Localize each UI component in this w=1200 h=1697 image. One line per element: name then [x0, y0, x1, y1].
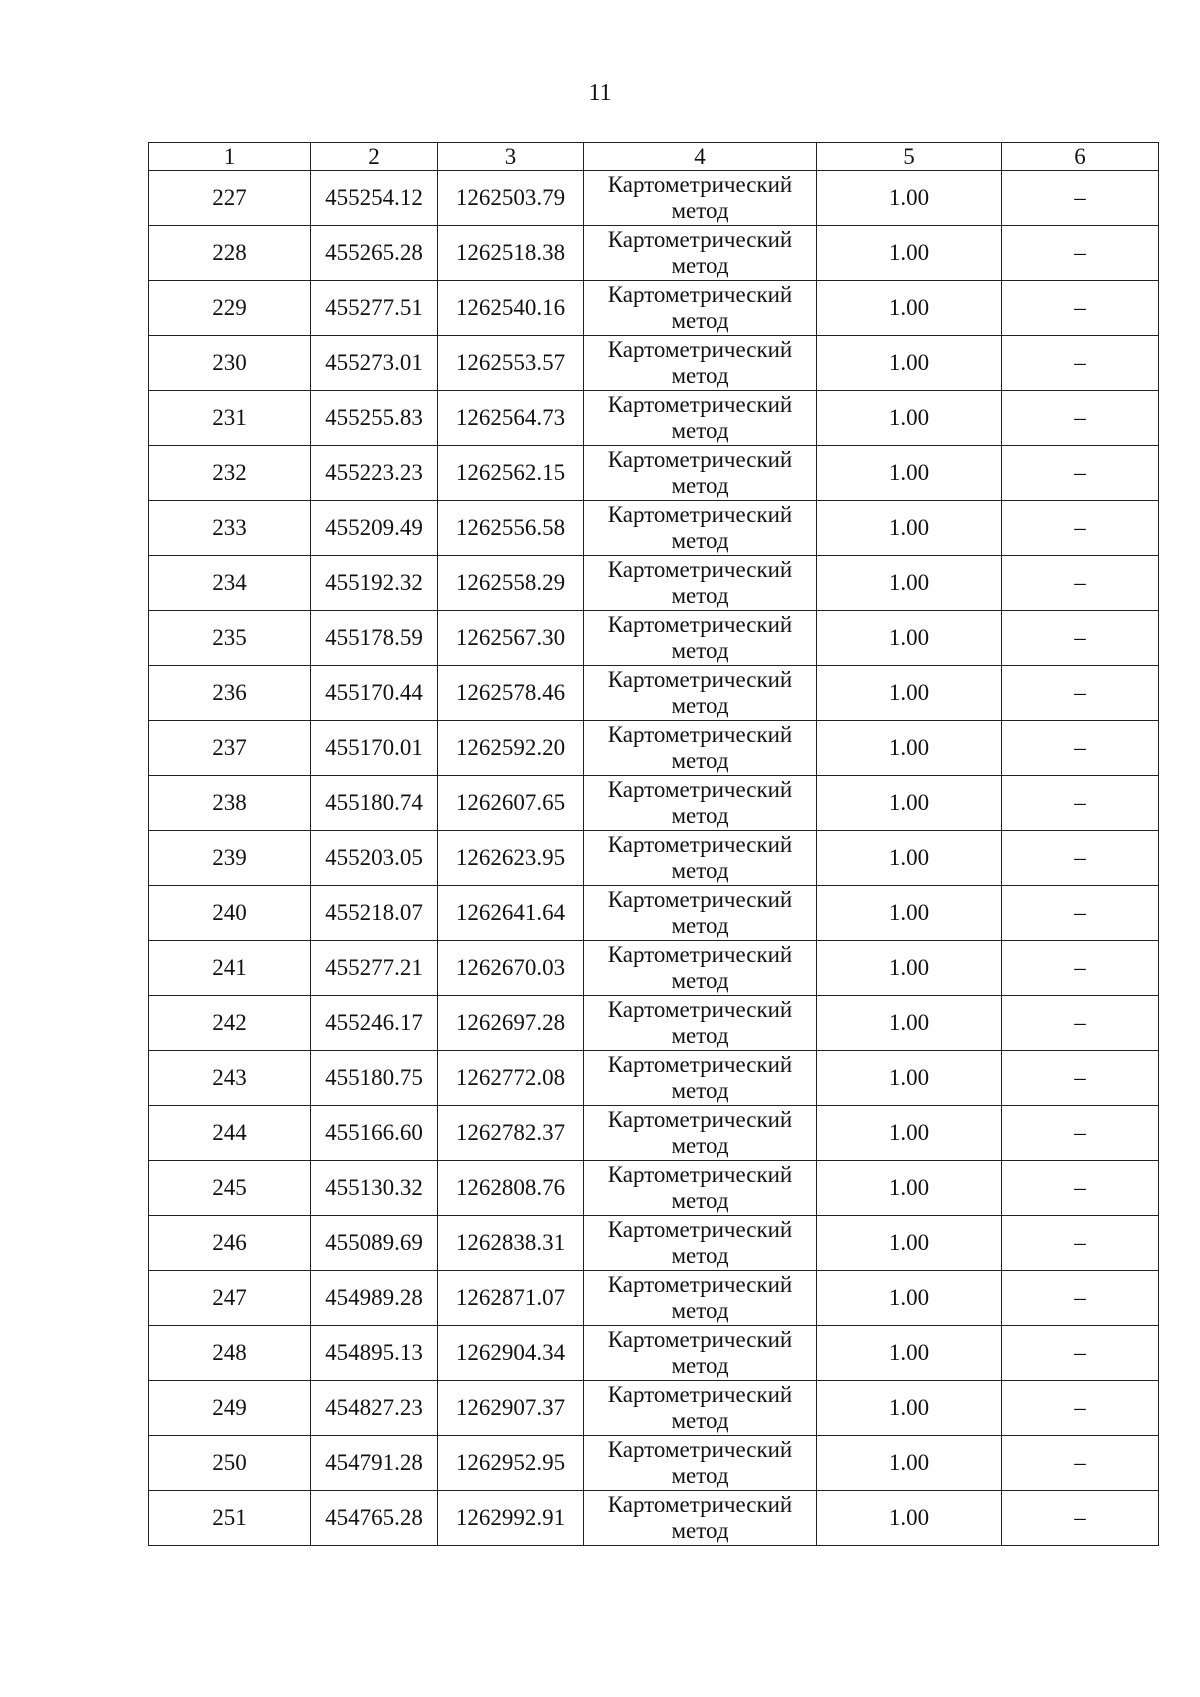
accuracy-cell: 1.00: [817, 1436, 1002, 1491]
method-text-line-2: метод: [671, 1408, 729, 1433]
y-coordinate-cell: 1262562.15: [438, 446, 584, 501]
y-coordinate-cell: 1262697.28: [438, 996, 584, 1051]
x-coordinate-cell: 455180.75: [311, 1051, 438, 1106]
point-number-cell: 241: [149, 941, 311, 996]
accuracy-cell: 1.00: [817, 1161, 1002, 1216]
table-row: [149, 1271, 1159, 1326]
method-text-line-1: Картометрический: [607, 1437, 793, 1462]
method-cell: [584, 776, 817, 831]
accuracy-cell: 1.00: [817, 226, 1002, 281]
method-cell: [584, 1216, 817, 1271]
x-coordinate-cell: 455209.49: [311, 501, 438, 556]
y-coordinate-cell: 1262607.65: [438, 776, 584, 831]
point-number-cell: 243: [149, 1051, 311, 1106]
method-text-line-1: Картометрический: [607, 502, 793, 527]
method-text-line-2: метод: [671, 638, 729, 663]
accuracy-cell: 1.00: [817, 776, 1002, 831]
accuracy-cell: 1.00: [817, 1326, 1002, 1381]
point-number-cell: 231: [149, 391, 311, 446]
table-row: [149, 886, 1159, 941]
column-header-4: 4: [584, 143, 817, 171]
note-cell: –: [1002, 1051, 1159, 1106]
accuracy-cell: 1.00: [817, 1051, 1002, 1106]
accuracy-cell: 1.00: [817, 666, 1002, 721]
method-text-line-2: метод: [671, 1023, 729, 1048]
x-coordinate-cell: 455089.69: [311, 1216, 438, 1271]
table-row: [149, 1161, 1159, 1216]
method-text-line-1: Картометрический: [607, 337, 793, 362]
method-text-line-2: метод: [671, 968, 729, 993]
y-coordinate-cell: 1262567.30: [438, 611, 584, 666]
point-number-cell: 240: [149, 886, 311, 941]
point-number-cell: 233: [149, 501, 311, 556]
method-text-line-1: Картометрический: [607, 777, 793, 802]
x-coordinate-cell: 455255.83: [311, 391, 438, 446]
note-cell: –: [1002, 831, 1159, 886]
note-cell: –: [1002, 556, 1159, 611]
method-text-line-1: Картометрический: [607, 392, 793, 417]
method-text-line-2: метод: [671, 858, 729, 883]
point-number-cell: 236: [149, 666, 311, 721]
method-text-line-1: Картометрический: [607, 1382, 793, 1407]
point-number-cell: 232: [149, 446, 311, 501]
accuracy-cell: 1.00: [817, 446, 1002, 501]
y-coordinate-cell: 1262907.37: [438, 1381, 584, 1436]
table-row: [149, 666, 1159, 721]
note-cell: –: [1002, 1436, 1159, 1491]
table-row: [149, 776, 1159, 831]
point-number-cell: 230: [149, 336, 311, 391]
y-coordinate-cell: 1262540.16: [438, 281, 584, 336]
y-coordinate-cell: 1262808.76: [438, 1161, 584, 1216]
method-cell: [584, 336, 817, 391]
y-coordinate-cell: 1262952.95: [438, 1436, 584, 1491]
method-cell: [584, 281, 817, 336]
method-text-line-2: метод: [671, 1243, 729, 1268]
method-text-line-1: Картометрический: [607, 722, 793, 747]
table-row: [149, 1491, 1159, 1546]
x-coordinate-cell: 455277.51: [311, 281, 438, 336]
accuracy-cell: 1.00: [817, 336, 1002, 391]
method-text-line-2: метод: [671, 308, 729, 333]
coordinates-table: [148, 142, 1159, 1546]
method-text-line-1: Картометрический: [607, 1492, 793, 1517]
table-row: [149, 1326, 1159, 1381]
table-row: [149, 446, 1159, 501]
method-text-line-1: Картометрический: [607, 227, 793, 252]
accuracy-cell: 1.00: [817, 1106, 1002, 1161]
x-coordinate-cell: 454895.13: [311, 1326, 438, 1381]
method-cell: [584, 886, 817, 941]
y-coordinate-cell: 1262782.37: [438, 1106, 584, 1161]
method-text-line-1: Картометрический: [607, 667, 793, 692]
x-coordinate-cell: 455273.01: [311, 336, 438, 391]
method-cell: [584, 1161, 817, 1216]
column-header-6: 6: [1002, 143, 1159, 171]
note-cell: –: [1002, 1216, 1159, 1271]
column-header-2: 2: [311, 143, 438, 171]
accuracy-cell: 1.00: [817, 996, 1002, 1051]
note-cell: –: [1002, 1106, 1159, 1161]
method-text-line-2: метод: [671, 913, 729, 938]
note-cell: –: [1002, 1161, 1159, 1216]
note-cell: –: [1002, 501, 1159, 556]
header-row: [149, 143, 1159, 171]
table-body: [149, 171, 1159, 1546]
method-text-line-1: Картометрический: [607, 832, 793, 857]
table-row: [149, 501, 1159, 556]
column-header-3: 3: [438, 143, 584, 171]
y-coordinate-cell: 1262592.20: [438, 721, 584, 776]
method-cell: [584, 446, 817, 501]
method-cell: [584, 226, 817, 281]
method-text-line-2: метод: [671, 473, 729, 498]
method-text-line-1: Картометрический: [607, 447, 793, 472]
method-text-line-1: Картометрический: [607, 557, 793, 582]
method-cell: [584, 611, 817, 666]
note-cell: –: [1002, 1326, 1159, 1381]
method-cell: [584, 721, 817, 776]
method-text-line-1: Картометрический: [607, 1272, 793, 1297]
note-cell: –: [1002, 391, 1159, 446]
accuracy-cell: 1.00: [817, 1271, 1002, 1326]
y-coordinate-cell: 1262838.31: [438, 1216, 584, 1271]
accuracy-cell: 1.00: [817, 831, 1002, 886]
method-text-line-2: метод: [671, 1353, 729, 1378]
y-coordinate-cell: 1262558.29: [438, 556, 584, 611]
method-text-line-1: Картометрический: [607, 1217, 793, 1242]
table-row: [149, 556, 1159, 611]
x-coordinate-cell: 455166.60: [311, 1106, 438, 1161]
x-coordinate-cell: 455254.12: [311, 171, 438, 226]
method-cell: [584, 996, 817, 1051]
method-cell: [584, 831, 817, 886]
x-coordinate-cell: 455203.05: [311, 831, 438, 886]
method-text-line-1: Картометрический: [607, 1162, 793, 1187]
y-coordinate-cell: 1262553.57: [438, 336, 584, 391]
method-text-line-2: метод: [671, 1078, 729, 1103]
method-text-line-2: метод: [671, 1463, 729, 1488]
method-text-line-2: метод: [671, 1298, 729, 1323]
accuracy-cell: 1.00: [817, 281, 1002, 336]
note-cell: –: [1002, 886, 1159, 941]
table-row: [149, 1051, 1159, 1106]
method-text-line-2: метод: [671, 418, 729, 443]
y-coordinate-cell: 1262904.34: [438, 1326, 584, 1381]
x-coordinate-cell: 455170.01: [311, 721, 438, 776]
note-cell: –: [1002, 941, 1159, 996]
method-cell: [584, 391, 817, 446]
method-text-line-1: Картометрический: [607, 612, 793, 637]
table-header: [149, 143, 1159, 171]
method-text-line-1: Картометрический: [607, 942, 793, 967]
method-cell: [584, 1381, 817, 1436]
accuracy-cell: 1.00: [817, 1381, 1002, 1436]
y-coordinate-cell: 1262670.03: [438, 941, 584, 996]
x-coordinate-cell: 455130.32: [311, 1161, 438, 1216]
method-cell: [584, 1106, 817, 1161]
note-cell: –: [1002, 776, 1159, 831]
method-text-line-2: метод: [671, 253, 729, 278]
method-text-line-1: Картометрический: [607, 997, 793, 1022]
table-row: [149, 171, 1159, 226]
note-cell: –: [1002, 1271, 1159, 1326]
table-row: [149, 391, 1159, 446]
method-text-line-2: метод: [671, 198, 729, 223]
y-coordinate-cell: 1262772.08: [438, 1051, 584, 1106]
note-cell: –: [1002, 171, 1159, 226]
x-coordinate-cell: 455192.32: [311, 556, 438, 611]
point-number-cell: 238: [149, 776, 311, 831]
x-coordinate-cell: 454989.28: [311, 1271, 438, 1326]
x-coordinate-cell: 455223.23: [311, 446, 438, 501]
method-text-line-1: Картометрический: [607, 1327, 793, 1352]
method-text-line-2: метод: [671, 1188, 729, 1213]
x-coordinate-cell: 455178.59: [311, 611, 438, 666]
point-number-cell: 239: [149, 831, 311, 886]
accuracy-cell: 1.00: [817, 171, 1002, 226]
method-cell: [584, 171, 817, 226]
method-text-line-1: Картометрический: [607, 282, 793, 307]
accuracy-cell: 1.00: [817, 501, 1002, 556]
y-coordinate-cell: 1262518.38: [438, 226, 584, 281]
method-cell: [584, 501, 817, 556]
method-text-line-2: метод: [671, 1518, 729, 1543]
table-row: [149, 336, 1159, 391]
y-coordinate-cell: 1262623.95: [438, 831, 584, 886]
table-row: [149, 996, 1159, 1051]
method-text-line-2: метод: [671, 1133, 729, 1158]
note-cell: –: [1002, 666, 1159, 721]
point-number-cell: 251: [149, 1491, 311, 1546]
y-coordinate-cell: 1262578.46: [438, 666, 584, 721]
method-cell: [584, 1326, 817, 1381]
method-text-line-2: метод: [671, 528, 729, 553]
x-coordinate-cell: 454827.23: [311, 1381, 438, 1436]
method-cell: [584, 1491, 817, 1546]
accuracy-cell: 1.00: [817, 886, 1002, 941]
point-number-cell: 229: [149, 281, 311, 336]
y-coordinate-cell: 1262556.58: [438, 501, 584, 556]
point-number-cell: 249: [149, 1381, 311, 1436]
x-coordinate-cell: 455277.21: [311, 941, 438, 996]
accuracy-cell: 1.00: [817, 556, 1002, 611]
method-text-line-2: метод: [671, 583, 729, 608]
x-coordinate-cell: 455265.28: [311, 226, 438, 281]
method-cell: [584, 941, 817, 996]
point-number-cell: 237: [149, 721, 311, 776]
point-number-cell: 228: [149, 226, 311, 281]
x-coordinate-cell: 454791.28: [311, 1436, 438, 1491]
y-coordinate-cell: 1262871.07: [438, 1271, 584, 1326]
note-cell: –: [1002, 226, 1159, 281]
x-coordinate-cell: 454765.28: [311, 1491, 438, 1546]
table-row: [149, 1381, 1159, 1436]
method-cell: [584, 666, 817, 721]
method-cell: [584, 1051, 817, 1106]
note-cell: –: [1002, 336, 1159, 391]
table-row: [149, 1106, 1159, 1161]
page-number: 11: [588, 80, 612, 106]
accuracy-cell: 1.00: [817, 391, 1002, 446]
method-text-line-1: Картометрический: [607, 1107, 793, 1132]
point-number-cell: 250: [149, 1436, 311, 1491]
table-row: [149, 226, 1159, 281]
table-row: [149, 281, 1159, 336]
accuracy-cell: 1.00: [817, 1491, 1002, 1546]
accuracy-cell: 1.00: [817, 721, 1002, 776]
accuracy-cell: 1.00: [817, 611, 1002, 666]
note-cell: –: [1002, 1381, 1159, 1436]
point-number-cell: 248: [149, 1326, 311, 1381]
method-cell: [584, 1436, 817, 1491]
x-coordinate-cell: 455246.17: [311, 996, 438, 1051]
method-text-line-2: метод: [671, 803, 729, 828]
point-number-cell: 247: [149, 1271, 311, 1326]
table-row: [149, 941, 1159, 996]
point-number-cell: 242: [149, 996, 311, 1051]
note-cell: –: [1002, 721, 1159, 776]
method-text-line-2: метод: [671, 748, 729, 773]
note-cell: –: [1002, 611, 1159, 666]
point-number-cell: 227: [149, 171, 311, 226]
method-cell: [584, 1271, 817, 1326]
table-row: [149, 831, 1159, 886]
method-text-line-2: метод: [671, 693, 729, 718]
note-cell: –: [1002, 996, 1159, 1051]
point-number-cell: 244: [149, 1106, 311, 1161]
accuracy-cell: 1.00: [817, 941, 1002, 996]
note-cell: –: [1002, 281, 1159, 336]
point-number-cell: 245: [149, 1161, 311, 1216]
point-number-cell: 235: [149, 611, 311, 666]
method-text-line-2: метод: [671, 363, 729, 388]
y-coordinate-cell: 1262641.64: [438, 886, 584, 941]
x-coordinate-cell: 455218.07: [311, 886, 438, 941]
table-row: [149, 1436, 1159, 1491]
point-number-cell: 246: [149, 1216, 311, 1271]
y-coordinate-cell: 1262503.79: [438, 171, 584, 226]
method-text-line-1: Картометрический: [607, 1052, 793, 1077]
column-header-1: 1: [149, 143, 311, 171]
y-coordinate-cell: 1262992.91: [438, 1491, 584, 1546]
table-row: [149, 721, 1159, 776]
x-coordinate-cell: 455180.74: [311, 776, 438, 831]
note-cell: –: [1002, 1491, 1159, 1546]
method-cell: [584, 556, 817, 611]
column-header-5: 5: [817, 143, 1002, 171]
table-row: [149, 611, 1159, 666]
x-coordinate-cell: 455170.44: [311, 666, 438, 721]
accuracy-cell: 1.00: [817, 1216, 1002, 1271]
table-row: [149, 1216, 1159, 1271]
y-coordinate-cell: 1262564.73: [438, 391, 584, 446]
method-text-line-1: Картометрический: [607, 887, 793, 912]
note-cell: –: [1002, 446, 1159, 501]
point-number-cell: 234: [149, 556, 311, 611]
method-text-line-1: Картометрический: [607, 172, 793, 197]
